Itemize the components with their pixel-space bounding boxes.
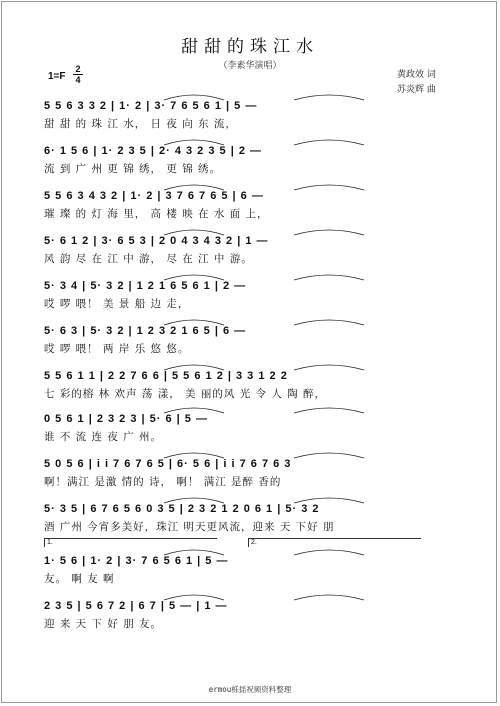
composer-credit: 苏炎辉 曲 bbox=[397, 85, 436, 95]
lyric-line: 七 彩的榕 林 欢声 荡 漾， 美 丽的风 光 令 人 陶 醉， bbox=[44, 388, 327, 400]
notation-line: 5· 6 1 2 | 3· 6 5 3 | 2 0 4 3 4 3 2 | 1 — bbox=[44, 235, 269, 247]
lyric-line: 流 到 广 州 更 锦 绣， 更 锦 绣。 bbox=[44, 163, 222, 175]
lyric-line: 甜 甜 的 珠 江 水， 日 夜 向 东 流， bbox=[44, 118, 237, 130]
singer-credit: （李素华演唱） bbox=[218, 61, 282, 71]
notation-line: 6· 1 5 6 | 1· 2 3 5 | 2· 4 3 2 3 5 | 2 — bbox=[44, 145, 262, 157]
lyric-line: 酒 广州 今宵多美好，珠江 明天更风流，迎来 天 下好 朋 bbox=[44, 521, 335, 533]
lyricist-credit: 黄政效 词 bbox=[397, 70, 436, 80]
lyric-line: 迎 来 天 下 好 朋 友。 bbox=[44, 618, 163, 630]
time-signature-top: 2 bbox=[75, 64, 81, 74]
notation-line: 5 5 6 3 3 2 | 1· 2 | 3· 7 6 5 6 1 | 5 — bbox=[44, 100, 258, 112]
lyric-line: 璀 璨 的 灯 海 里， 高 楼 映 在 水 面 上， bbox=[44, 208, 269, 220]
score-row bbox=[44, 598, 460, 644]
lyric-line: 哎 啰 喂！ 美 景 船 边 走， bbox=[44, 298, 190, 310]
notation-line: 5· 3 5 | 6 7 6 5 6 0 3 5 | 2 3 2 1 2 0 6 1 | 5· 3 2 bbox=[44, 503, 320, 515]
time-signature bbox=[73, 64, 83, 85]
volta-second: 2. bbox=[248, 538, 421, 547]
footer-credit: ermou栎揺祝频资料整理 bbox=[208, 685, 292, 694]
notation-line: 0 5 6 1 | 2 3 2 3 | 5· 6 | 5 — bbox=[44, 413, 208, 425]
lyric-line: 风 韵 尽 在 江 中 游， 尽 在 江 中 游。 bbox=[44, 253, 253, 265]
notation-line: 2 3 5 | 5 6 7 2 | 6 7 | 5 — | 1 — bbox=[44, 600, 228, 612]
lyric-line: 啊！满江 是激 情的 诗， 啊！ 满江 是醉 香的 bbox=[44, 476, 282, 488]
notation-line: 5 5 6 3 4 3 2 | 1· 2 | 3 7 6 7 6 5 | 6 — bbox=[44, 190, 264, 202]
notation-line: 5· 6 3 | 5· 3 2 | 1 2 3 2 1 6 5 | 6 — bbox=[44, 325, 247, 337]
volta-first: 1. bbox=[44, 538, 217, 547]
notation-line: 1· 5 6 | 1· 2 | 3· 7 6 5 6 1 | 5 — bbox=[44, 555, 229, 567]
page-title: 甜甜的珠江水 bbox=[181, 37, 319, 57]
lyric-line: 友。 啊 友 啊 bbox=[44, 573, 115, 585]
notation-line: 5 0 5 6 | i i 7 6 7 6 5 | 6· 5 6 | i i 7 6 7 6 3 bbox=[44, 458, 292, 470]
time-signature-bottom: 4 bbox=[73, 74, 83, 85]
key-signature: 1=F bbox=[48, 71, 66, 82]
notation-line: 5· 3 4 | 5· 3 2 | 1 2 1 6 5 6 1 | 2 — bbox=[44, 280, 247, 292]
lyric-line: 哎 啰 喂！ 两 岸 乐 悠 悠。 bbox=[44, 343, 190, 355]
notation-line: 5 5 6 1 1 | 2 2 7 6 6 | 5 5 6 1 2 | 3 3 1 2 2 bbox=[44, 370, 288, 382]
lyric-line: 谁 不 流 连 夜 广 州。 bbox=[44, 431, 163, 443]
